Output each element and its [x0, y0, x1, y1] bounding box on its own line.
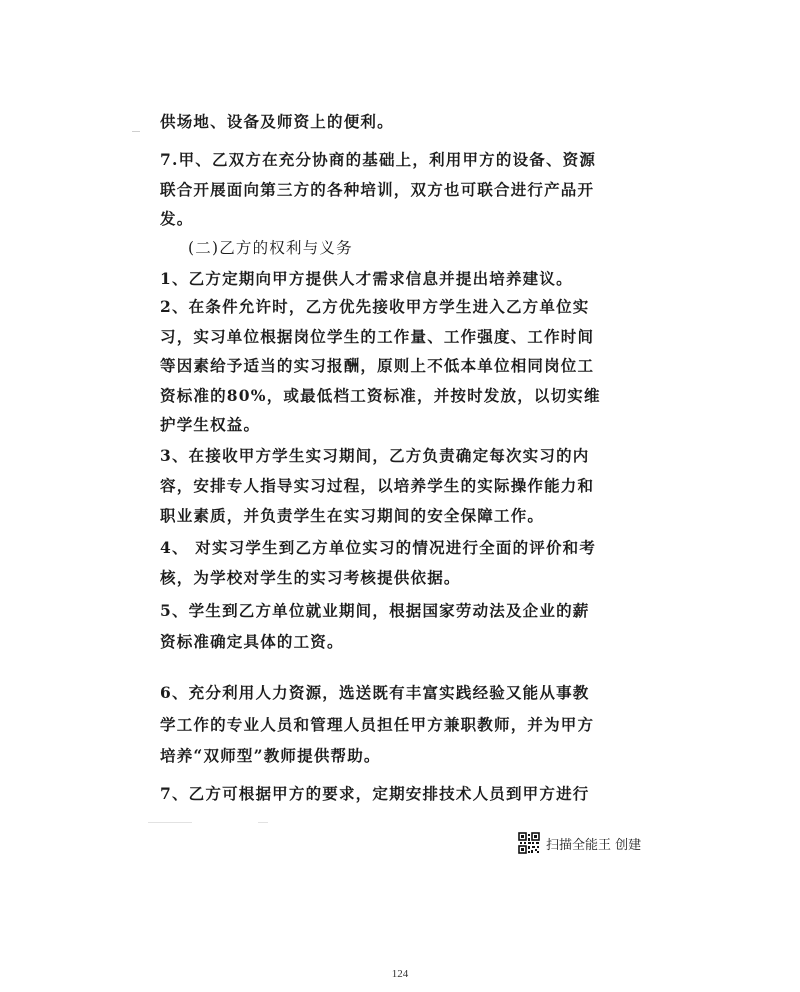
- qr-code-icon: [518, 832, 540, 854]
- body-line: 培养“双师型”教师提供帮助。: [160, 746, 381, 765]
- body-line: 发。: [160, 209, 194, 228]
- body-line: 资标准的80%，或最低档工资标准，并按时发放，以切实维: [160, 386, 601, 405]
- body-line: 学工作的专业人员和管理人员担任甲方兼职教师，并为甲方: [160, 715, 595, 734]
- scan-artifact: [258, 822, 268, 823]
- scan-artifact: [132, 131, 140, 132]
- page-number: 124: [391, 968, 409, 980]
- body-line: 习，实习单位根据岗位学生的工作量、工作强度、工作时间: [160, 327, 595, 346]
- body-line: 7、乙方可根据甲方的要求，定期安排技术人员到甲方进行: [160, 784, 590, 803]
- body-line: 等因素给予适当的实习报酬，原则上不低本单位相同岗位工: [160, 356, 595, 375]
- body-line: 护学生权益。: [160, 415, 261, 434]
- body-line: 资标准确定具体的工资。: [160, 632, 344, 651]
- body-line: 容，安排专人指导实习过程，以培养学生的实际操作能力和: [160, 476, 595, 495]
- scanner-watermark: [518, 832, 641, 854]
- scan-artifact: [148, 822, 192, 823]
- scanner-label: 扫描全能王 创建: [546, 837, 642, 853]
- body-line: 职业素质，并负责学生在实习期间的安全保障工作。: [160, 506, 545, 525]
- body-line: 7.甲、乙双方在充分协商的基础上，利用甲方的设备、资源: [160, 150, 597, 169]
- body-line: 联合开展面向第三方的各种培训，双方也可联合进行产品开: [160, 180, 595, 199]
- section-heading: (二)乙方的权利与义务: [188, 239, 353, 257]
- body-line: 供场地、设备及师资上的便利。: [160, 112, 394, 131]
- body-line: 4、 对实习学生到乙方单位实习的情况进行全面的评价和考: [160, 538, 597, 557]
- body-line: 2、在条件允许时，乙方优先接收甲方学生进入乙方单位实: [160, 297, 590, 316]
- body-line: 5、学生到乙方单位就业期间，根据国家劳动法及企业的薪: [160, 601, 590, 620]
- body-line: 核，为学校对学生的实习考核提供依据。: [160, 568, 461, 587]
- body-line: 3、在接收甲方学生实习期间，乙方负责确定每次实习的内: [160, 446, 590, 465]
- body-line: 1、乙方定期向甲方提供人才需求信息并提出培养建议。: [160, 269, 573, 288]
- body-line: 6、充分利用人力资源，选送既有丰富实践经验又能从事教: [160, 683, 590, 702]
